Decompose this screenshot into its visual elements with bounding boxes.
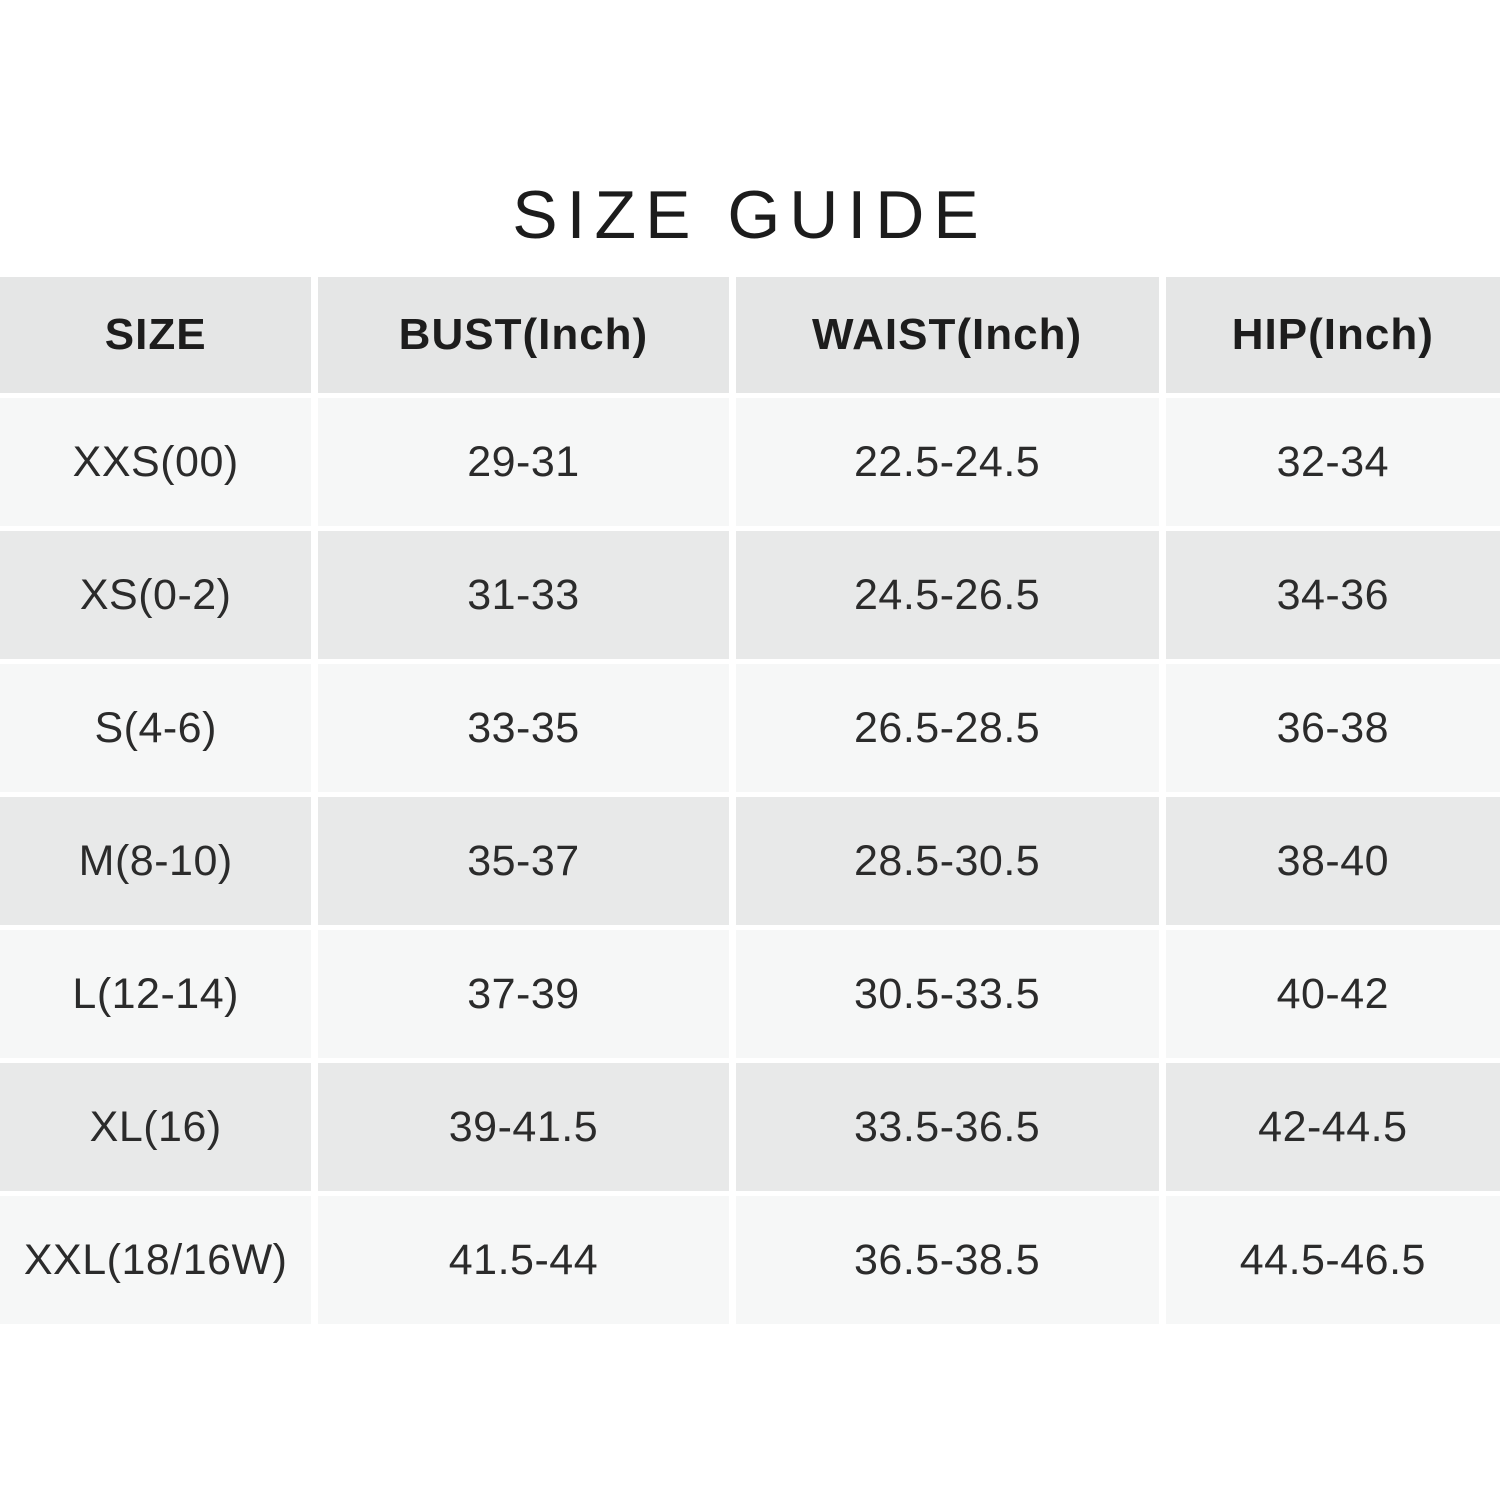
waist-cell: 33.5-36.5 [736, 1063, 1159, 1191]
bust-cell: 37-39 [318, 930, 728, 1058]
column-header-hip: HIP(Inch) [1166, 277, 1500, 393]
size-cell: M(8-10) [0, 797, 311, 925]
page-title: SIZE GUIDE [512, 177, 988, 253]
table-row [0, 664, 1500, 792]
hip-cell: 38-40 [1166, 797, 1500, 925]
bust-cell: 31-33 [318, 531, 728, 659]
column-header-waist: WAIST(Inch) [736, 277, 1159, 393]
waist-cell: 24.5-26.5 [736, 531, 1159, 659]
waist-cell: 36.5-38.5 [736, 1196, 1159, 1324]
size-cell: XS(0-2) [0, 531, 311, 659]
hip-cell: 42-44.5 [1166, 1063, 1500, 1191]
table-header-row [0, 277, 1500, 393]
waist-cell: 26.5-28.5 [736, 664, 1159, 792]
hip-cell: 36-38 [1166, 664, 1500, 792]
size-cell: XXS(00) [0, 398, 311, 526]
size-guide-table [0, 277, 1500, 1324]
bust-cell: 35-37 [318, 797, 728, 925]
table-row [0, 398, 1500, 526]
size-cell: XXL(18/16W) [0, 1196, 311, 1324]
hip-cell: 44.5-46.5 [1166, 1196, 1500, 1324]
size-cell: L(12-14) [0, 930, 311, 1058]
table-row [0, 1196, 1500, 1324]
column-header-size: SIZE [0, 277, 311, 393]
size-cell: S(4-6) [0, 664, 311, 792]
size-cell: XL(16) [0, 1063, 311, 1191]
hip-cell: 34-36 [1166, 531, 1500, 659]
column-header-bust: BUST(Inch) [318, 277, 728, 393]
bust-cell: 33-35 [318, 664, 728, 792]
table-row [0, 531, 1500, 659]
table-row [0, 797, 1500, 925]
hip-cell: 40-42 [1166, 930, 1500, 1058]
waist-cell: 30.5-33.5 [736, 930, 1159, 1058]
table-row [0, 1063, 1500, 1191]
bust-cell: 29-31 [318, 398, 728, 526]
bust-cell: 39-41.5 [318, 1063, 728, 1191]
bust-cell: 41.5-44 [318, 1196, 728, 1324]
hip-cell: 32-34 [1166, 398, 1500, 526]
table-row [0, 930, 1500, 1058]
waist-cell: 22.5-24.5 [736, 398, 1159, 526]
waist-cell: 28.5-30.5 [736, 797, 1159, 925]
